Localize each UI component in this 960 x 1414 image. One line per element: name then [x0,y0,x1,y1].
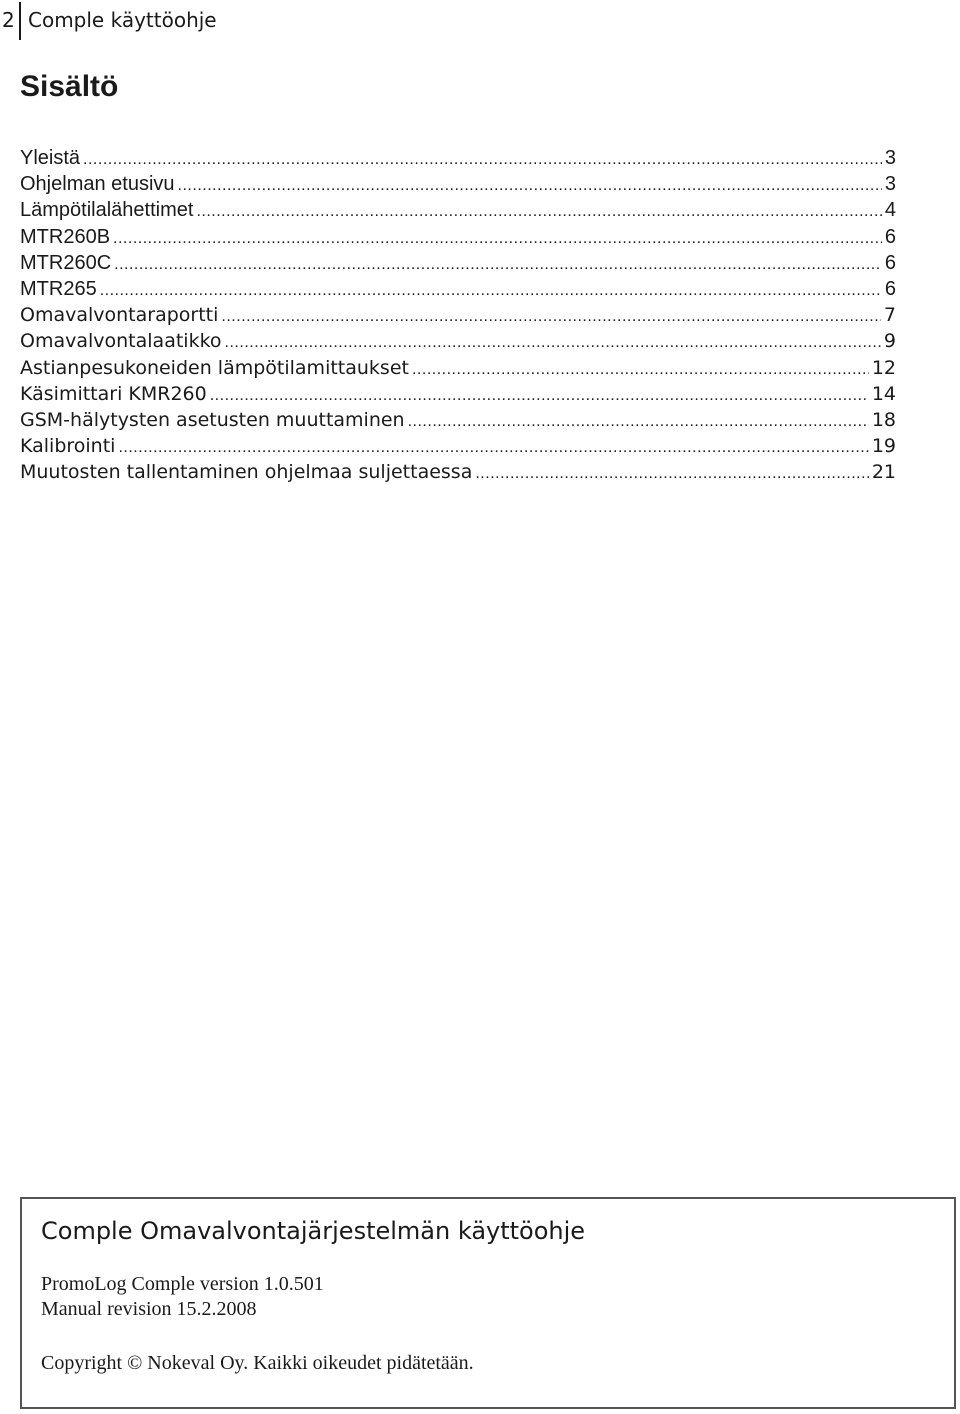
toc-entry-page: 18 [871,408,896,431]
toc-entry[interactable] [20,173,896,199]
toc-entry-page: 3 [884,173,896,196]
toc-dot-leader [221,308,881,326]
toc-entry[interactable] [20,357,896,383]
header-divider [19,2,21,40]
toc-dot-leader [210,387,869,405]
page-number: 2 [2,8,15,32]
toc-entry-label: GSM-hälytysten asetusten muuttaminen [20,408,405,431]
toc-dot-leader [475,465,868,483]
toc-entry-label: Kalibrointi [20,435,116,458]
toc-entry-label: Käsimittari KMR260 [20,382,207,405]
toc-entry[interactable] [20,461,896,487]
toc-entry-label: MTR260B [20,225,111,248]
table-of-contents [20,147,896,487]
toc-entry[interactable] [20,252,896,278]
toc-dot-leader [114,256,882,274]
software-version: PromoLog Comple version 1.0.501 [41,1273,324,1295]
manual-title: Comple Omavalvontajärjestelmän käyttöohje [41,1217,586,1245]
toc-entry-page: 21 [871,461,896,484]
toc-entry[interactable] [20,409,896,435]
toc-entry[interactable] [20,226,896,252]
toc-dot-leader [178,177,882,195]
toc-entry-page: 3 [884,147,896,169]
document-info-box [20,1197,956,1409]
toc-entry-page: 12 [871,356,896,379]
manual-revision: Manual revision 15.2.2008 [41,1298,257,1320]
toc-entry[interactable] [20,199,896,225]
toc-entry[interactable] [20,330,896,356]
toc-entry[interactable] [20,147,896,173]
toc-entry-page: 6 [884,277,896,300]
toc-entry-page: 6 [884,225,896,248]
toc-dot-leader [225,334,881,352]
toc-entry-label: Omavalvontaraportti [20,304,219,327]
toc-entry-label: Yleistä [20,147,81,169]
toc-entry-label: Astianpesukoneiden lämpötilamittaukset [20,356,409,379]
copyright-notice: Copyright © Nokeval Oy. Kaikki oikeudet pidätetään. [41,1352,474,1374]
toc-entry-page: 4 [884,199,896,222]
toc-dot-leader [83,151,882,169]
toc-entry[interactable] [20,435,896,461]
toc-entry-label: Lämpötilalähettimet [20,199,194,222]
toc-entry-label: Omavalvontalaatikko [20,330,222,353]
toc-dot-leader [113,230,882,248]
toc-dot-leader [100,282,882,300]
toc-entry[interactable] [20,304,896,330]
toc-heading: Sisältö [20,70,119,103]
running-title: Comple käyttöohje [28,8,217,32]
toc-entry-page: 7 [883,304,896,327]
toc-entry[interactable] [20,278,896,304]
toc-entry-page: 6 [884,251,896,274]
toc-dot-leader [196,203,881,221]
toc-entry[interactable] [20,383,896,409]
toc-dot-leader [408,413,869,431]
toc-entry-label: MTR265 [20,277,97,300]
toc-dot-leader [118,439,868,457]
toc-entry-page: 19 [871,435,896,458]
toc-entry-label: Muutosten tallentaminen ohjelmaa suljettaessa [20,461,473,484]
toc-entry-label: Ohjelman etusivu [20,173,175,196]
toc-entry-page: 14 [871,382,896,405]
toc-entry-label: MTR260C [20,251,112,274]
toc-entry-page: 9 [883,330,896,353]
toc-dot-leader [412,361,869,379]
